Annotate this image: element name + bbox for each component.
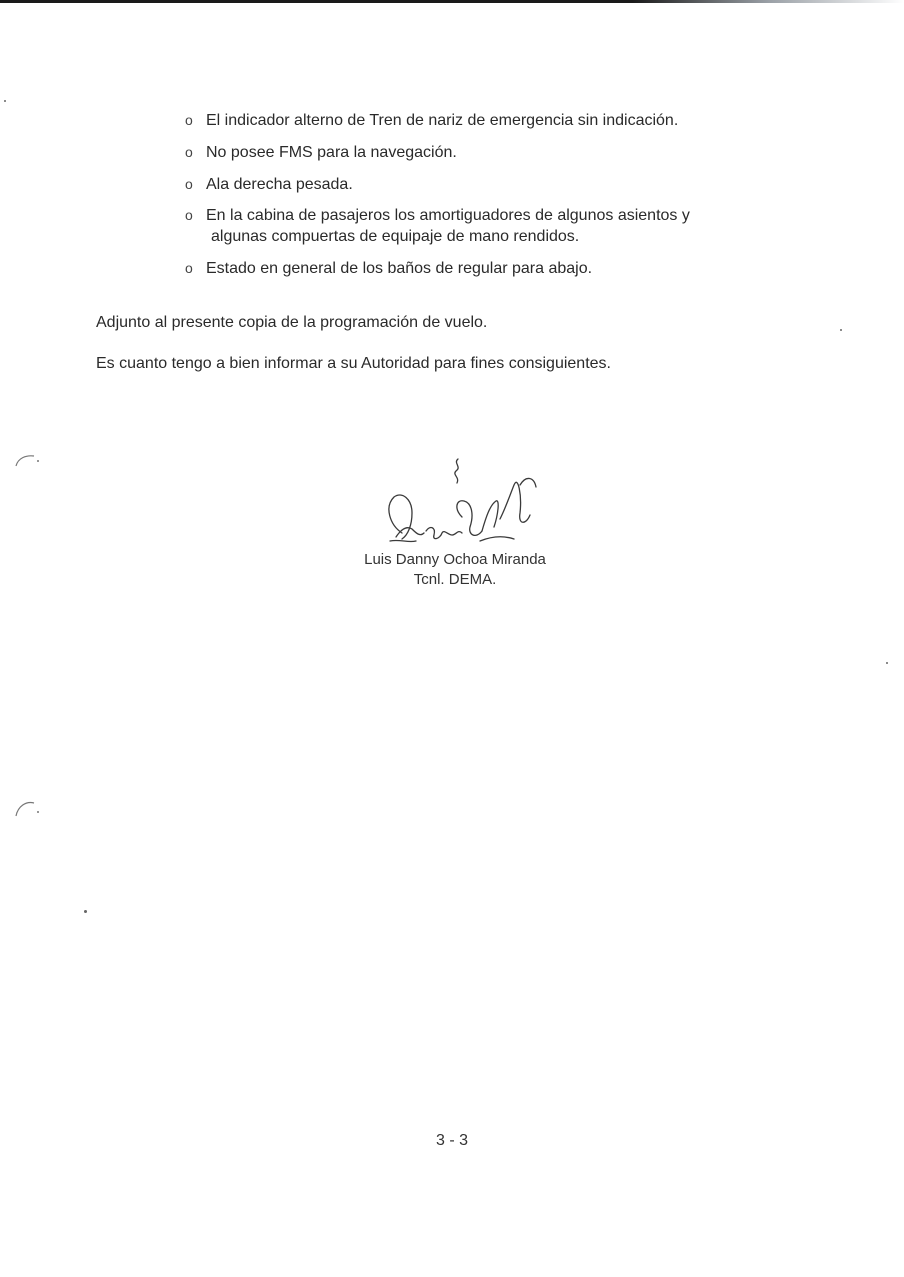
bullet-circle-icon: o (185, 176, 193, 192)
signer-name: Luis Danny Ochoa Miranda (364, 551, 546, 568)
punch-hole-mark (14, 452, 40, 468)
list-item-text: No posee FMS para la navegación. (206, 144, 457, 161)
handwritten-signature (350, 455, 560, 565)
bullet-circle-icon: o (185, 112, 193, 128)
scan-speck (840, 329, 842, 331)
scan-speck (4, 100, 6, 102)
list-item-text: El indicador alterno de Tren de nariz de emergencia sin indicación. (206, 112, 679, 129)
closing-paragraph: Es cuanto tengo a bien informar a su Autoridad para fines consiguientes. (96, 355, 611, 372)
signer-rank: Tcnl. DEMA. (413, 571, 497, 588)
list-item (185, 205, 815, 247)
list-item-text-continuation: algunas compuertas de equipaje de mano rendidos. (211, 228, 580, 245)
list-item (185, 110, 815, 131)
top-scan-edge (0, 0, 904, 3)
list-item (185, 142, 815, 163)
list-item-text: Ala derecha pesada. (206, 176, 353, 193)
attachment-paragraph: Adjunto al presente copia de la programación de vuelo. (96, 314, 488, 331)
list-item-text: En la cabina de pasajeros los amortiguadores de algunos asientos y (206, 207, 690, 224)
list-item (185, 174, 815, 195)
list-item (185, 258, 815, 279)
scan-speck (84, 910, 87, 913)
page-number: 3 - 3 (435, 1132, 468, 1149)
bullet-circle-icon: o (185, 260, 193, 276)
observations-list (185, 110, 815, 279)
bullet-circle-icon: o (185, 144, 193, 160)
signature-block (330, 455, 570, 595)
punch-hole-mark (14, 798, 40, 818)
list-item-text: Estado en general de los baños de regular para abajo. (206, 260, 593, 277)
scan-speck (886, 662, 888, 664)
bullet-circle-icon: o (185, 207, 193, 223)
